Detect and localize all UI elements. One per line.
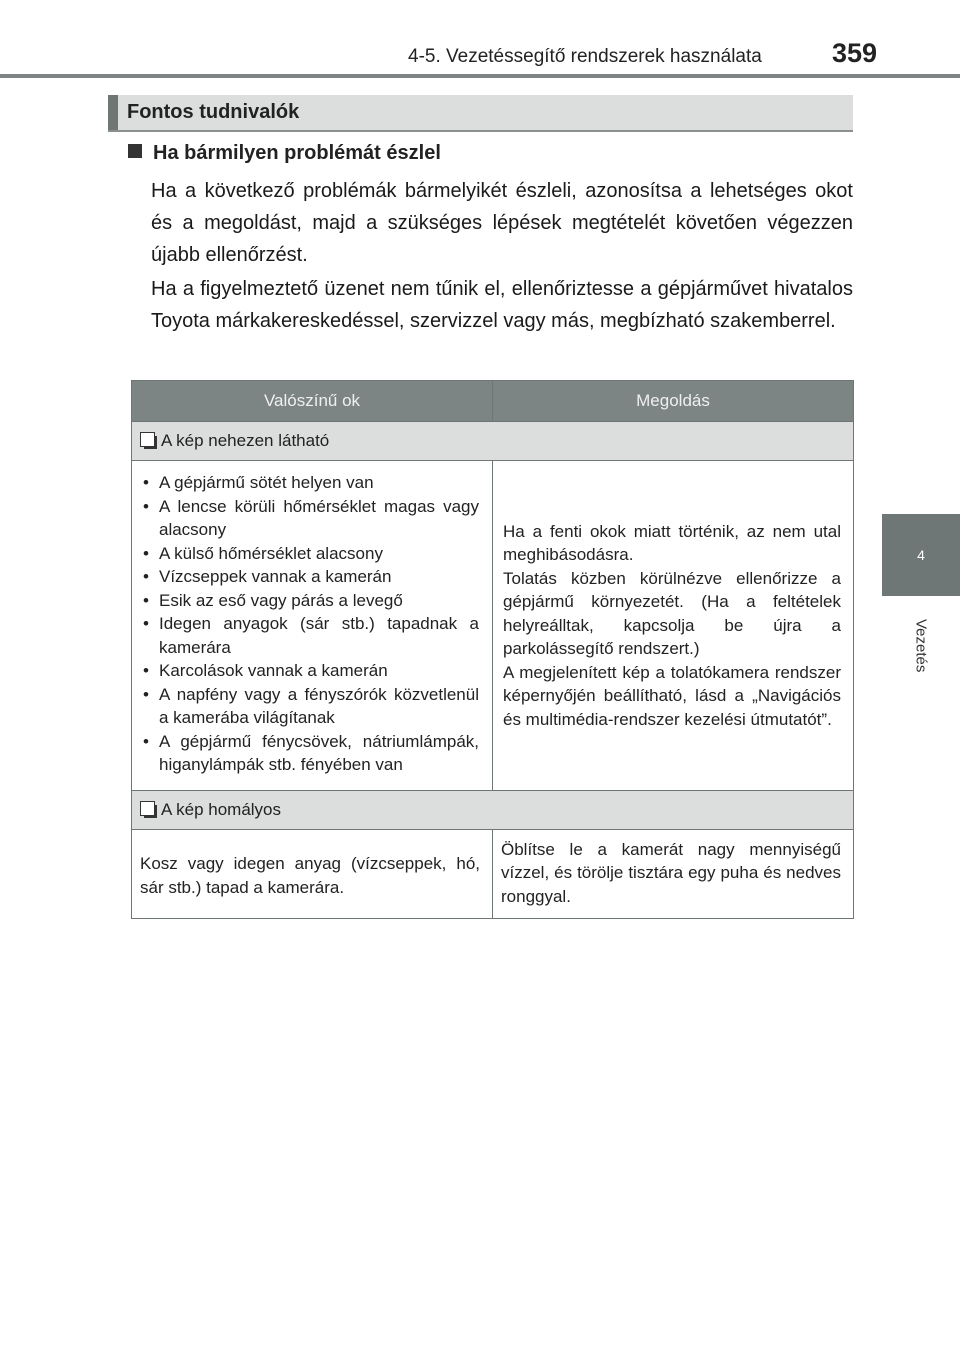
solution-line: Ha a fenti okok miatt történik, az nem utal meghibásodásra.	[503, 521, 841, 564]
list-item: • Esik az eső vagy párás a levegő	[143, 589, 479, 613]
list-item: • A napfény vagy a fényszórók közvetlenül a kamerába világítanak	[143, 683, 479, 730]
list-item: • A lencse körüli hőmérséklet magas vagy alacsony	[143, 495, 479, 542]
checkbox-icon	[140, 432, 155, 447]
cause-cell	[132, 461, 493, 791]
group-title: A kép nehezen látható	[161, 431, 330, 450]
header-rule	[0, 74, 960, 78]
paragraph-1: Ha a következő problémák bármelyikét észleli, azonosítsa a lehetséges okot és a megoldást, majd a szükséges lépések megtételét követően végezzen újabb ellenőrzést.	[151, 180, 853, 266]
paragraph-2: Ha a figyelmeztető üzenet nem tűnik el, ellenőriztesse a gépjárművet hivatalos Toyota márkakereskedéssel, szervizzel vagy más, megbízható szakemberrel.	[151, 278, 853, 332]
subheading-text: Ha bármilyen problémát észlel	[153, 142, 441, 164]
cause-text: Kosz vagy idegen anyag (vízcseppek, hó, sár stb.) tapad a kamerára.	[140, 854, 480, 897]
square-bullet-icon	[128, 144, 142, 158]
list-item: • A gépjármű fénycsövek, nátriumlámpák, higanylámpák stb. fényében van	[143, 730, 479, 777]
cause-cell	[132, 829, 493, 919]
section-header	[108, 95, 853, 132]
solution-cell	[493, 461, 854, 791]
header-solution: Megoldás	[493, 381, 854, 422]
list-item: • Karcolások vannak a kamerán	[143, 659, 479, 683]
chapter-tab-label: Vezetés	[912, 619, 930, 673]
solution-cell	[493, 829, 854, 919]
table-row	[132, 829, 854, 919]
header-cause: Valószínű ok	[132, 381, 493, 422]
group-title-cell	[132, 790, 854, 829]
solution-line: A megjelenített kép a tolatókamera rendszer képernyőjén beállítható, lásd a „Navigációs és multimédia-rendszer kezelési útmutatót”.	[503, 662, 841, 729]
page-number: 359	[832, 38, 878, 68]
troubleshooting-table	[131, 380, 854, 919]
group-row-1	[132, 422, 854, 461]
checkbox-icon	[140, 801, 155, 816]
solution-line: Tolatás közben körülnézve ellenőrizze a gépjármű környezetét. (Ha a feltételek helyreálltak, kapcsolja be újra a parkolássegítő rendszert.)	[503, 568, 841, 658]
group-title: A kép homályos	[161, 799, 282, 819]
list-item: • A gépjármű sötét helyen van	[143, 471, 479, 495]
group-row-2	[132, 790, 854, 829]
section-title: Fontos tudnivalók	[127, 101, 300, 123]
chapter-tab-number: 4	[917, 547, 925, 563]
list-item: • Vízcseppek vannak a kamerán	[143, 565, 479, 589]
section-accent-bar	[108, 95, 118, 130]
table-header-row	[132, 381, 854, 422]
list-item: • A külső hőmérséklet alacsony	[143, 542, 479, 566]
list-item: • Idegen anyagok (sár stb.) tapadnak a kamerára	[143, 612, 479, 659]
table-row	[132, 461, 854, 791]
subheading	[128, 142, 441, 165]
chapter-tab	[882, 514, 960, 596]
group-title-cell	[132, 422, 854, 461]
solution-text: Öblítse le a kamerát nagy mennyiségű vízzel, és törölje tisztára egy puha és nedves ronggyal.	[501, 839, 841, 906]
chapter-title: 4-5. Vezetéssegítő rendszerek használata	[408, 46, 762, 67]
cause-list	[133, 462, 491, 789]
